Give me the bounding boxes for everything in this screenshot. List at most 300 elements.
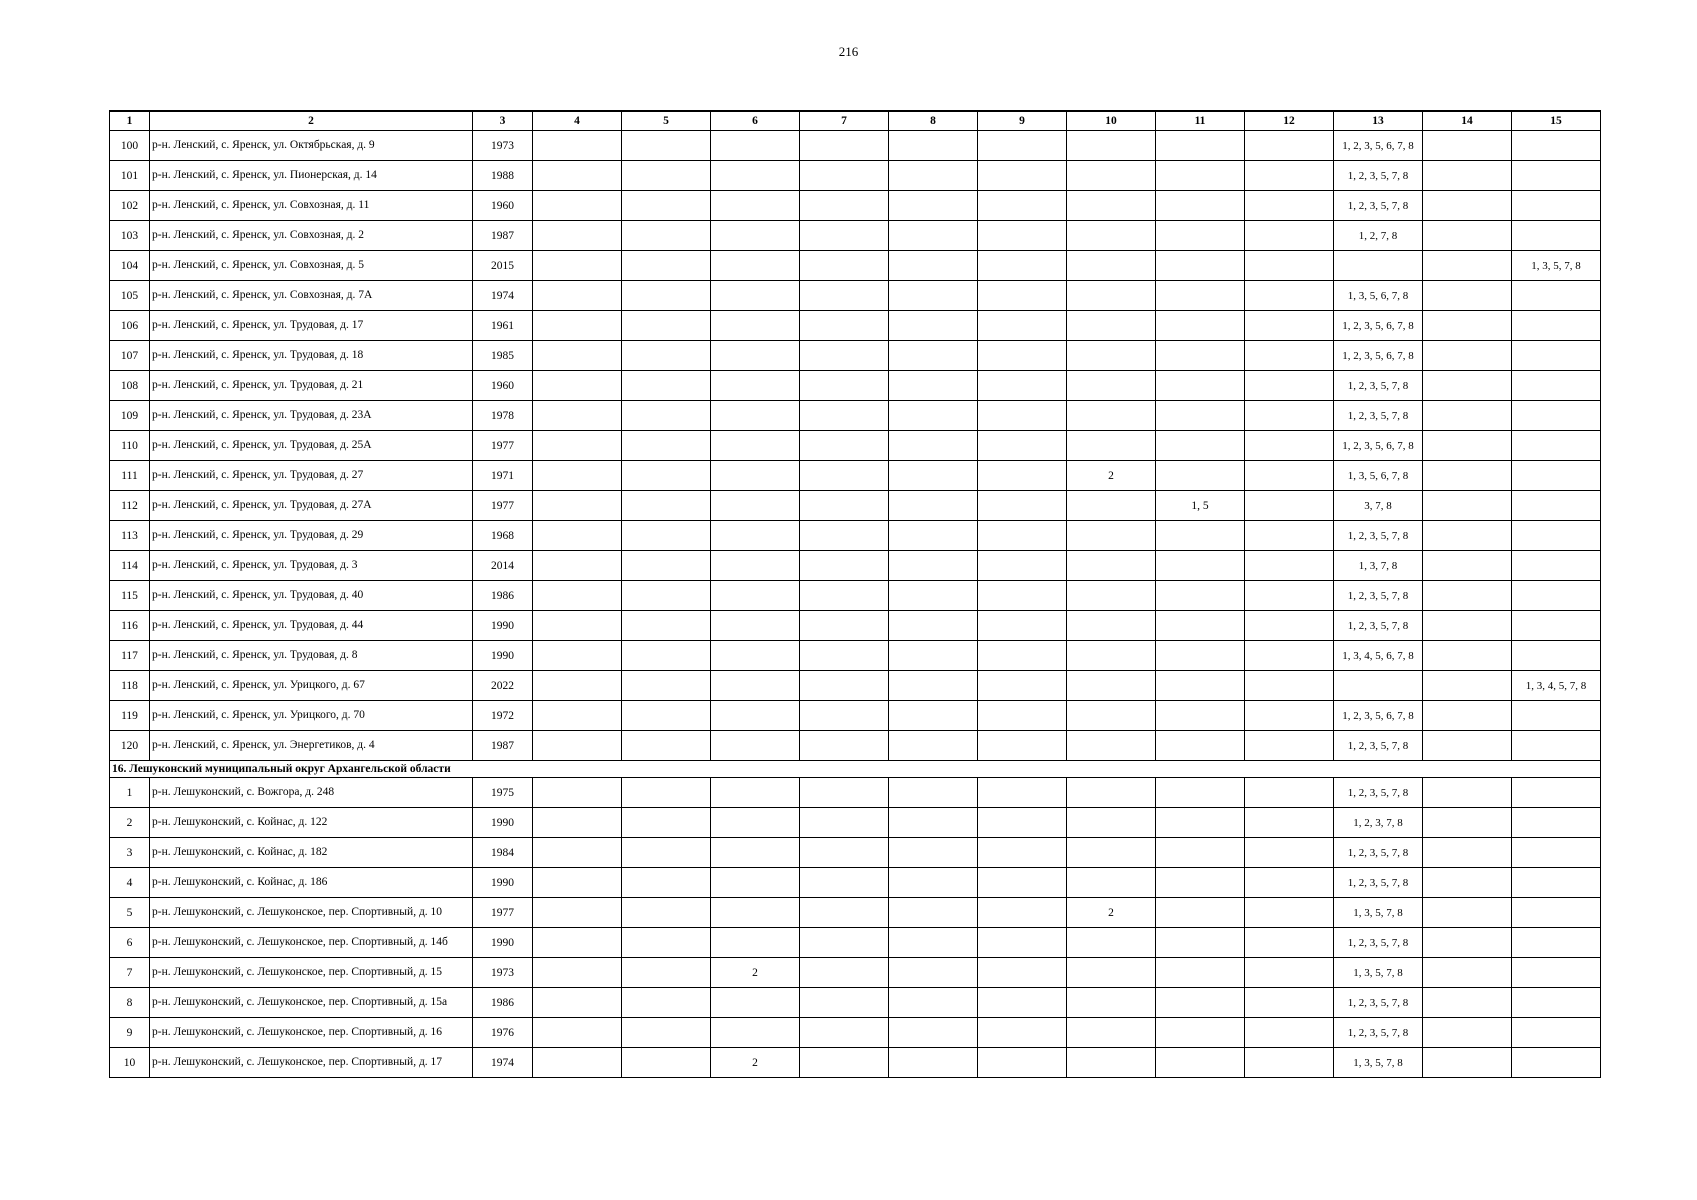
column-14-cell <box>1423 701 1512 731</box>
column-15-cell <box>1512 868 1601 898</box>
column-12-cell <box>1245 221 1334 251</box>
column-4-cell <box>533 1018 622 1048</box>
column-11-cell <box>1156 131 1245 161</box>
column-6-cell <box>711 778 800 808</box>
column-14-cell <box>1423 161 1512 191</box>
column-5-cell <box>622 521 711 551</box>
column-12-cell <box>1245 131 1334 161</box>
column-9-cell <box>978 701 1067 731</box>
column-5-cell <box>622 491 711 521</box>
address-cell: р-н. Ленский, с. Яренск, ул. Трудовая, д. 8 <box>150 641 473 671</box>
row-number-cell: 2 <box>110 808 150 838</box>
column-4-cell <box>533 928 622 958</box>
row-number-cell: 118 <box>110 671 150 701</box>
year-cell: 1968 <box>473 521 533 551</box>
column-13-cell <box>1334 671 1423 701</box>
column-10-cell: 2 <box>1067 898 1156 928</box>
table-row <box>110 431 1601 461</box>
column-15-cell <box>1512 401 1601 431</box>
column-13-cell: 1, 2, 3, 5, 6, 7, 8 <box>1334 701 1423 731</box>
column-8-cell <box>889 191 978 221</box>
column-12-cell <box>1245 371 1334 401</box>
year-cell: 1990 <box>473 808 533 838</box>
column-7-cell <box>800 581 889 611</box>
column-7-cell <box>800 551 889 581</box>
column-6-cell <box>711 191 800 221</box>
column-15-cell <box>1512 641 1601 671</box>
column-11-cell <box>1156 191 1245 221</box>
column-14-cell <box>1423 778 1512 808</box>
column-7-cell <box>800 808 889 838</box>
column-12-cell <box>1245 251 1334 281</box>
column-15-cell <box>1512 431 1601 461</box>
column-9-cell <box>978 1018 1067 1048</box>
year-cell: 1977 <box>473 491 533 521</box>
year-cell: 1986 <box>473 988 533 1018</box>
address-cell: р-н. Лешуконский, с. Лешуконское, пер. Спортивный, д. 17 <box>150 1048 473 1078</box>
column-header-8: 8 <box>889 111 978 131</box>
column-14-cell <box>1423 371 1512 401</box>
column-12-cell <box>1245 611 1334 641</box>
column-8-cell <box>889 161 978 191</box>
column-12-cell <box>1245 958 1334 988</box>
column-14-cell <box>1423 1048 1512 1078</box>
column-5-cell <box>622 371 711 401</box>
column-6-cell <box>711 988 800 1018</box>
column-15-cell <box>1512 341 1601 371</box>
column-8-cell <box>889 281 978 311</box>
column-14-cell <box>1423 221 1512 251</box>
table-row <box>110 838 1601 868</box>
column-4-cell <box>533 131 622 161</box>
column-9-cell <box>978 281 1067 311</box>
column-9-cell <box>978 221 1067 251</box>
column-10-cell <box>1067 251 1156 281</box>
table-row <box>110 371 1601 401</box>
column-header-13: 13 <box>1334 111 1423 131</box>
column-8-cell <box>889 1018 978 1048</box>
table-row <box>110 898 1601 928</box>
column-4-cell <box>533 491 622 521</box>
column-12-cell <box>1245 731 1334 761</box>
column-11-cell <box>1156 808 1245 838</box>
column-8-cell <box>889 461 978 491</box>
column-11-cell: 1, 5 <box>1156 491 1245 521</box>
column-15-cell <box>1512 221 1601 251</box>
column-header-6: 6 <box>711 111 800 131</box>
column-6-cell <box>711 371 800 401</box>
column-4-cell <box>533 521 622 551</box>
table-row <box>110 581 1601 611</box>
column-11-cell <box>1156 611 1245 641</box>
column-8-cell <box>889 671 978 701</box>
column-7-cell <box>800 131 889 161</box>
column-13-cell: 1, 2, 3, 5, 7, 8 <box>1334 401 1423 431</box>
column-5-cell <box>622 778 711 808</box>
column-13-cell: 1, 3, 5, 7, 8 <box>1334 1048 1423 1078</box>
column-14-cell <box>1423 341 1512 371</box>
year-cell: 1977 <box>473 898 533 928</box>
column-11-cell <box>1156 731 1245 761</box>
column-10-cell <box>1067 928 1156 958</box>
column-10-cell <box>1067 958 1156 988</box>
column-7-cell <box>800 1018 889 1048</box>
row-number-cell: 109 <box>110 401 150 431</box>
column-15-cell <box>1512 491 1601 521</box>
column-11-cell <box>1156 401 1245 431</box>
column-5-cell <box>622 808 711 838</box>
table-row <box>110 701 1601 731</box>
column-header-3: 3 <box>473 111 533 131</box>
column-4-cell <box>533 641 622 671</box>
column-9-cell <box>978 838 1067 868</box>
year-cell: 1987 <box>473 221 533 251</box>
column-5-cell <box>622 731 711 761</box>
column-14-cell <box>1423 191 1512 221</box>
column-13-cell: 3, 7, 8 <box>1334 491 1423 521</box>
column-11-cell <box>1156 581 1245 611</box>
column-7-cell <box>800 641 889 671</box>
column-8-cell <box>889 311 978 341</box>
column-4-cell <box>533 838 622 868</box>
column-9-cell <box>978 251 1067 281</box>
column-4-cell <box>533 778 622 808</box>
column-10-cell <box>1067 641 1156 671</box>
column-6-cell <box>711 521 800 551</box>
column-14-cell <box>1423 671 1512 701</box>
column-14-cell <box>1423 928 1512 958</box>
column-5-cell <box>622 251 711 281</box>
year-cell: 1974 <box>473 281 533 311</box>
column-15-cell <box>1512 611 1601 641</box>
column-4-cell <box>533 988 622 1018</box>
table-row <box>110 671 1601 701</box>
column-15-cell <box>1512 551 1601 581</box>
column-15-cell <box>1512 701 1601 731</box>
column-header-10: 10 <box>1067 111 1156 131</box>
column-10-cell <box>1067 731 1156 761</box>
column-9-cell <box>978 431 1067 461</box>
row-number-cell: 120 <box>110 731 150 761</box>
column-9-cell <box>978 311 1067 341</box>
column-9-cell <box>978 461 1067 491</box>
column-6-cell <box>711 581 800 611</box>
column-11-cell <box>1156 161 1245 191</box>
row-number-cell: 101 <box>110 161 150 191</box>
column-8-cell <box>889 928 978 958</box>
column-6-cell <box>711 551 800 581</box>
column-7-cell <box>800 521 889 551</box>
column-11-cell <box>1156 928 1245 958</box>
row-number-cell: 103 <box>110 221 150 251</box>
column-8-cell <box>889 838 978 868</box>
column-7-cell <box>800 838 889 868</box>
table-row <box>110 988 1601 1018</box>
column-10-cell <box>1067 1048 1156 1078</box>
column-13-cell: 1, 2, 3, 5, 7, 8 <box>1334 161 1423 191</box>
column-5-cell <box>622 551 711 581</box>
year-cell: 1972 <box>473 701 533 731</box>
row-number-cell: 106 <box>110 311 150 341</box>
column-11-cell <box>1156 988 1245 1018</box>
column-8-cell <box>889 641 978 671</box>
column-10-cell <box>1067 838 1156 868</box>
column-7-cell <box>800 371 889 401</box>
column-4-cell <box>533 371 622 401</box>
table-row <box>110 611 1601 641</box>
column-header-2: 2 <box>150 111 473 131</box>
column-6-cell <box>711 701 800 731</box>
address-cell: р-н. Ленский, с. Яренск, ул. Октябрьская, д. 9 <box>150 131 473 161</box>
column-13-cell: 1, 2, 3, 5, 6, 7, 8 <box>1334 311 1423 341</box>
column-13-cell: 1, 2, 3, 5, 7, 8 <box>1334 731 1423 761</box>
column-6-cell <box>711 731 800 761</box>
column-5-cell <box>622 341 711 371</box>
column-12-cell <box>1245 161 1334 191</box>
column-11-cell <box>1156 311 1245 341</box>
column-14-cell <box>1423 131 1512 161</box>
column-10-cell <box>1067 281 1156 311</box>
column-4-cell <box>533 431 622 461</box>
address-cell: р-н. Ленский, с. Яренск, ул. Трудовая, д. 3 <box>150 551 473 581</box>
address-cell: р-н. Лешуконский, с. Лешуконское, пер. Спортивный, д. 15а <box>150 988 473 1018</box>
year-cell: 1984 <box>473 838 533 868</box>
column-14-cell <box>1423 808 1512 838</box>
address-cell: р-н. Лешуконский, с. Лешуконское, пер. Спортивный, д. 16 <box>150 1018 473 1048</box>
column-15-cell <box>1512 311 1601 341</box>
column-15-cell <box>1512 371 1601 401</box>
column-13-cell <box>1334 251 1423 281</box>
column-15-cell <box>1512 958 1601 988</box>
column-11-cell <box>1156 641 1245 671</box>
column-7-cell <box>800 868 889 898</box>
row-number-cell: 8 <box>110 988 150 1018</box>
column-11-cell <box>1156 701 1245 731</box>
column-9-cell <box>978 928 1067 958</box>
column-14-cell <box>1423 491 1512 521</box>
address-cell: р-н. Ленский, с. Яренск, ул. Пионерская, д. 14 <box>150 161 473 191</box>
row-number-cell: 3 <box>110 838 150 868</box>
column-11-cell <box>1156 461 1245 491</box>
address-cell: р-н. Лешуконский, с. Вожгора, д. 248 <box>150 778 473 808</box>
column-5-cell <box>622 221 711 251</box>
column-8-cell <box>889 221 978 251</box>
row-number-cell: 10 <box>110 1048 150 1078</box>
table-row <box>110 491 1601 521</box>
column-header-7: 7 <box>800 111 889 131</box>
column-10-cell <box>1067 341 1156 371</box>
column-14-cell <box>1423 1018 1512 1048</box>
column-10-cell <box>1067 581 1156 611</box>
column-4-cell <box>533 341 622 371</box>
column-8-cell <box>889 551 978 581</box>
table-row <box>110 551 1601 581</box>
column-8-cell <box>889 341 978 371</box>
column-5-cell <box>622 1018 711 1048</box>
column-11-cell <box>1156 778 1245 808</box>
column-6-cell <box>711 928 800 958</box>
column-5-cell <box>622 1048 711 1078</box>
table-row <box>110 341 1601 371</box>
column-6-cell <box>711 1018 800 1048</box>
column-header-15: 15 <box>1512 111 1601 131</box>
column-12-cell <box>1245 581 1334 611</box>
column-10-cell <box>1067 611 1156 641</box>
column-13-cell: 1, 2, 3, 5, 7, 8 <box>1334 868 1423 898</box>
column-14-cell <box>1423 431 1512 461</box>
column-8-cell <box>889 868 978 898</box>
table-row <box>110 191 1601 221</box>
column-11-cell <box>1156 1018 1245 1048</box>
column-7-cell <box>800 161 889 191</box>
year-cell: 2015 <box>473 251 533 281</box>
year-cell: 1971 <box>473 461 533 491</box>
column-5-cell <box>622 131 711 161</box>
address-cell: р-н. Лешуконский, с. Койнас, д. 122 <box>150 808 473 838</box>
column-14-cell <box>1423 731 1512 761</box>
column-7-cell <box>800 461 889 491</box>
column-7-cell <box>800 731 889 761</box>
column-5-cell <box>622 641 711 671</box>
column-13-cell: 1, 3, 4, 5, 6, 7, 8 <box>1334 641 1423 671</box>
column-9-cell <box>978 401 1067 431</box>
column-6-cell <box>711 341 800 371</box>
column-9-cell <box>978 371 1067 401</box>
column-9-cell <box>978 581 1067 611</box>
column-12-cell <box>1245 641 1334 671</box>
column-7-cell <box>800 281 889 311</box>
row-number-cell: 4 <box>110 868 150 898</box>
column-10-cell <box>1067 778 1156 808</box>
column-6-cell <box>711 808 800 838</box>
column-14-cell <box>1423 958 1512 988</box>
column-15-cell <box>1512 161 1601 191</box>
column-8-cell <box>889 401 978 431</box>
column-7-cell <box>800 671 889 701</box>
table-row <box>110 958 1601 988</box>
column-8-cell <box>889 898 978 928</box>
column-12-cell <box>1245 461 1334 491</box>
column-6-cell <box>711 868 800 898</box>
column-13-cell: 1, 2, 3, 5, 7, 8 <box>1334 521 1423 551</box>
column-header-1: 1 <box>110 111 150 131</box>
column-5-cell <box>622 611 711 641</box>
address-cell: р-н. Ленский, с. Яренск, ул. Трудовая, д. 18 <box>150 341 473 371</box>
column-8-cell <box>889 701 978 731</box>
row-number-cell: 9 <box>110 1018 150 1048</box>
table-row <box>110 928 1601 958</box>
column-10-cell <box>1067 401 1156 431</box>
column-4-cell <box>533 1048 622 1078</box>
address-cell: р-н. Лешуконский, с. Лешуконское, пер. Спортивный, д. 15 <box>150 958 473 988</box>
column-7-cell <box>800 898 889 928</box>
building-register-table <box>109 110 1601 1078</box>
column-15-cell: 1, 3, 5, 7, 8 <box>1512 251 1601 281</box>
column-5-cell <box>622 431 711 461</box>
column-12-cell <box>1245 431 1334 461</box>
column-8-cell <box>889 1048 978 1078</box>
column-14-cell <box>1423 641 1512 671</box>
column-12-cell <box>1245 521 1334 551</box>
column-14-cell <box>1423 551 1512 581</box>
column-5-cell <box>622 461 711 491</box>
column-8-cell <box>889 731 978 761</box>
column-10-cell <box>1067 131 1156 161</box>
column-6-cell <box>711 281 800 311</box>
address-cell: р-н. Ленский, с. Яренск, ул. Трудовая, д. 40 <box>150 581 473 611</box>
column-header-5: 5 <box>622 111 711 131</box>
column-header-4: 4 <box>533 111 622 131</box>
column-12-cell <box>1245 671 1334 701</box>
column-9-cell <box>978 341 1067 371</box>
column-9-cell <box>978 551 1067 581</box>
column-12-cell <box>1245 491 1334 521</box>
column-13-cell: 1, 3, 5, 6, 7, 8 <box>1334 281 1423 311</box>
column-4-cell <box>533 311 622 341</box>
address-cell: р-н. Ленский, с. Яренск, ул. Трудовая, д. 29 <box>150 521 473 551</box>
column-5-cell <box>622 191 711 221</box>
address-cell: р-н. Ленский, с. Яренск, ул. Совхозная, д. 7А <box>150 281 473 311</box>
column-11-cell <box>1156 958 1245 988</box>
column-6-cell <box>711 131 800 161</box>
column-10-cell <box>1067 868 1156 898</box>
column-5-cell <box>622 581 711 611</box>
column-5-cell <box>622 701 711 731</box>
column-7-cell <box>800 701 889 731</box>
column-6-cell: 2 <box>711 1048 800 1078</box>
column-7-cell <box>800 251 889 281</box>
column-15-cell <box>1512 898 1601 928</box>
column-14-cell <box>1423 838 1512 868</box>
column-14-cell <box>1423 281 1512 311</box>
column-9-cell <box>978 988 1067 1018</box>
address-cell: р-н. Ленский, с. Яренск, ул. Совхозная, д. 5 <box>150 251 473 281</box>
column-10-cell <box>1067 808 1156 838</box>
column-15-cell <box>1512 281 1601 311</box>
column-6-cell <box>711 161 800 191</box>
column-13-cell: 1, 2, 3, 5, 7, 8 <box>1334 611 1423 641</box>
column-15-cell <box>1512 808 1601 838</box>
row-number-cell: 7 <box>110 958 150 988</box>
column-6-cell <box>711 671 800 701</box>
column-9-cell <box>978 521 1067 551</box>
column-4-cell <box>533 281 622 311</box>
column-7-cell <box>800 778 889 808</box>
table-row <box>110 1018 1601 1048</box>
column-10-cell <box>1067 161 1156 191</box>
table-row <box>110 868 1601 898</box>
column-6-cell <box>711 461 800 491</box>
row-number-cell: 117 <box>110 641 150 671</box>
table-row <box>110 251 1601 281</box>
column-7-cell <box>800 491 889 521</box>
column-13-cell: 1, 2, 3, 5, 7, 8 <box>1334 1018 1423 1048</box>
table-row <box>110 161 1601 191</box>
table-row <box>110 731 1601 761</box>
column-6-cell <box>711 611 800 641</box>
address-cell: р-н. Лешуконский, с. Койнас, д. 182 <box>150 838 473 868</box>
column-4-cell <box>533 701 622 731</box>
address-cell: р-н. Лешуконский, с. Лешуконское, пер. Спортивный, д. 14б <box>150 928 473 958</box>
column-13-cell: 1, 2, 3, 5, 7, 8 <box>1334 988 1423 1018</box>
column-9-cell <box>978 491 1067 521</box>
row-number-cell: 114 <box>110 551 150 581</box>
column-4-cell <box>533 551 622 581</box>
year-cell: 1975 <box>473 778 533 808</box>
column-8-cell <box>889 778 978 808</box>
column-7-cell <box>800 958 889 988</box>
page-number: 216 <box>838 44 859 59</box>
